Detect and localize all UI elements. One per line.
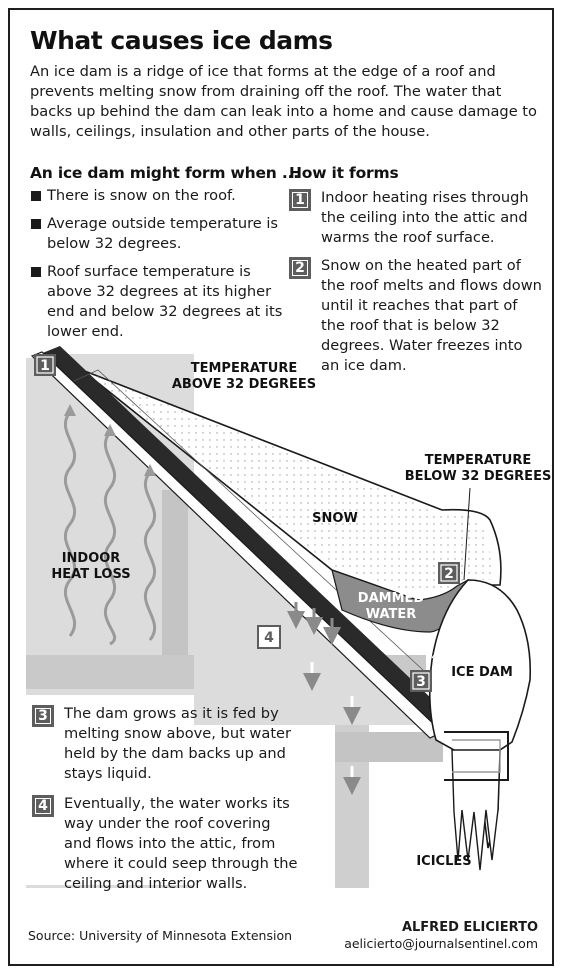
diagram-badge-1 [34,354,56,376]
step-text: Eventually, the water works its way under the roof covering and flows into the attic, from where it could seep through the ceiling and interior walls. [64,795,298,892]
label-indoor-heat: HEAT LOSS [51,567,131,582]
label-dammed-water: DAMMED [357,591,425,606]
condition-item [30,186,280,206]
step-text: The dam grows as it is fed by melting snow above, but water held by the dam backs up and stays liquid. [64,705,292,782]
how-it-forms-heading: How it forms [289,164,399,182]
badge-number: 1 [40,358,50,374]
label-indoor-heat: INDOOR [61,551,121,566]
conditions-list [30,186,283,350]
badge-number: 3 [416,674,426,690]
condition-item [30,214,287,254]
step-number-badge: 1 [289,189,311,211]
step-number-badge: 4 [32,795,54,817]
diagram-badge-4 [258,626,280,648]
step-text: Indoor heating rises through the ceiling into the attic and warms the roof surface. [321,189,529,246]
step-text: Snow on the heated part of the roof melts and flows down until it reaches that part of the roof that is below 32 degrees. Water freezes into an ice dam. [321,257,542,374]
diagram-badge-2 [438,562,460,584]
label-temp-below: BELOW 32 DEGREES [404,469,552,484]
label-dammed-water: WATER [365,607,417,622]
author-email: aelicierto@journalsentinel.com [344,936,538,951]
condition-text: Roof surface temperature is above 32 degrees at its higher end and below 32 degrees at its lower end. [47,263,283,340]
square-bullet-icon [31,219,41,229]
condition-text: Average outside temperature is below 32 degrees. [47,215,279,252]
label-snow: SNOW [312,511,358,526]
square-bullet-icon [31,267,41,277]
author-name: ALFRED ELICIERTO [401,920,538,935]
source-credit: Source: University of Minnesota Extension [28,928,293,943]
label-ice-dam: ICE DAM [451,665,513,680]
label-icicles: ICICLES [416,854,472,869]
badge-number: 2 [444,566,454,582]
condition-item [30,262,289,342]
step-number-badge: 3 [32,705,54,727]
square-bullet-icon [31,191,41,201]
condition-text: There is snow on the roof. [47,187,236,204]
fascia-beam [335,732,443,762]
label-temp-above: TEMPERATURE [190,361,298,376]
label-temp-below: TEMPERATURE [424,453,532,468]
page-title: What causes ice dams [30,26,333,55]
diagram-badge-3 [410,670,432,692]
step-number-badge: 2 [289,257,311,279]
author-credit [344,920,538,952]
intro-paragraph: An ice dam is a ridge of ice that forms at the edge of a roof and prevents melting snow from draining off the roof. The water that backs up behind the dam can leak into a home and cause damage to walls, ceilings, insulation and other parts of the house. [30,63,537,140]
badge-number: 4 [264,630,274,646]
icicles-shape [452,750,500,870]
wall-stud [162,490,188,655]
label-temp-above: ABOVE 32 DEGREES [171,377,317,392]
conditions-heading: An ice dam might form when ... [30,164,299,182]
infographic-frame [8,8,554,966]
